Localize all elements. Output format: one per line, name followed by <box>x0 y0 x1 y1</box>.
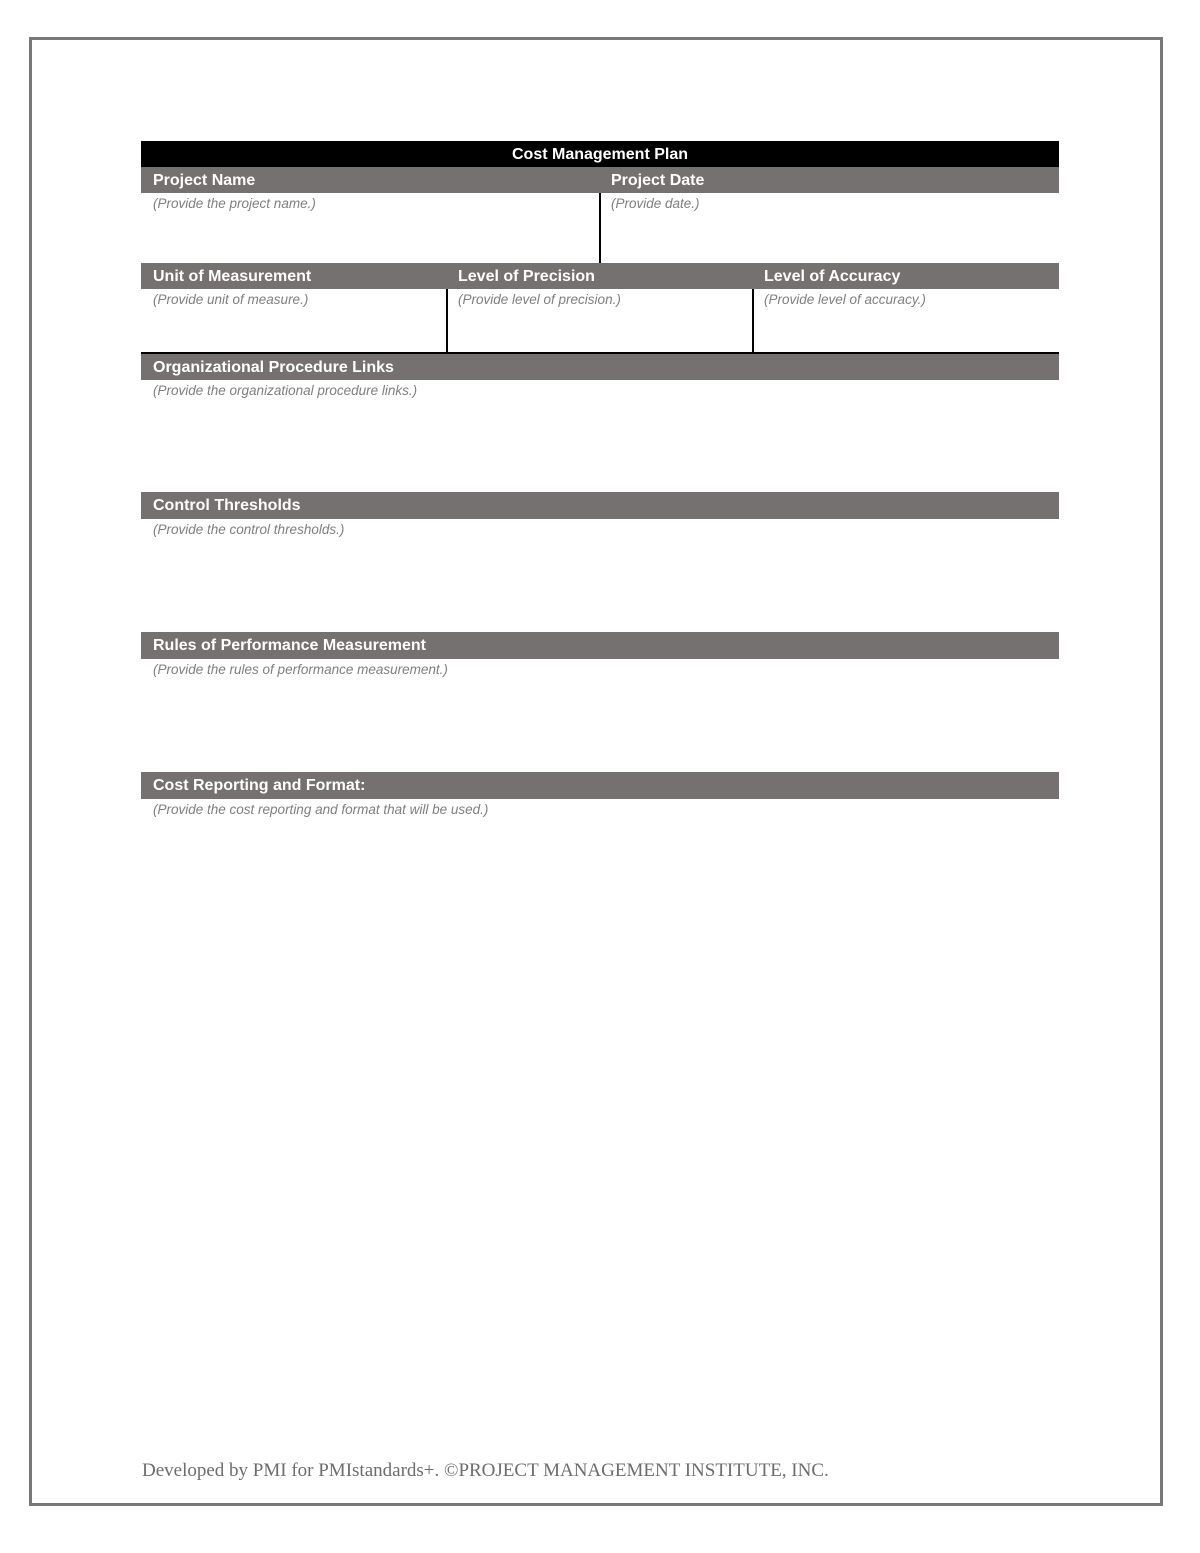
level-of-accuracy-field[interactable]: (Provide level of accuracy.) <box>752 289 1059 354</box>
cost-reporting-and-format-label: Cost Reporting and Format: <box>141 772 1059 799</box>
project-name-label: Project Name <box>141 167 599 193</box>
project-name-field[interactable]: (Provide the project name.) <box>153 196 316 211</box>
level-of-precision-label: Level of Precision <box>446 263 752 289</box>
project-date-label: Project Date <box>599 167 1059 193</box>
rules-of-performance-measurement-field[interactable]: (Provide the rules of performance measurement.) <box>153 662 448 677</box>
cost-management-plan-form <box>141 141 1059 859</box>
footer-copyright: Developed by PMI for PMIstandards+. ©PROJECT MANAGEMENT INSTITUTE, INC. <box>142 1460 829 1481</box>
control-thresholds-label: Control Thresholds <box>141 492 1059 519</box>
level-of-accuracy-label: Level of Accuracy <box>752 263 1059 289</box>
control-thresholds-field[interactable]: (Provide the control thresholds.) <box>153 522 345 537</box>
organizational-procedure-links-label: Organizational Procedure Links <box>141 354 1059 380</box>
unit-of-measurement-field[interactable]: (Provide unit of measure.) <box>141 289 446 354</box>
unit-of-measurement-label: Unit of Measurement <box>141 263 446 289</box>
cost-reporting-and-format-field[interactable]: (Provide the cost reporting and format that will be used.) <box>153 802 489 817</box>
rules-of-performance-measurement-label: Rules of Performance Measurement <box>141 632 1059 659</box>
form-title: Cost Management Plan <box>141 141 1059 167</box>
organizational-procedure-links-field[interactable]: (Provide the organizational procedure links.) <box>153 383 418 398</box>
level-of-precision-field[interactable]: (Provide level of precision.) <box>446 289 752 354</box>
project-date-field[interactable]: (Provide date.) <box>599 193 1059 263</box>
